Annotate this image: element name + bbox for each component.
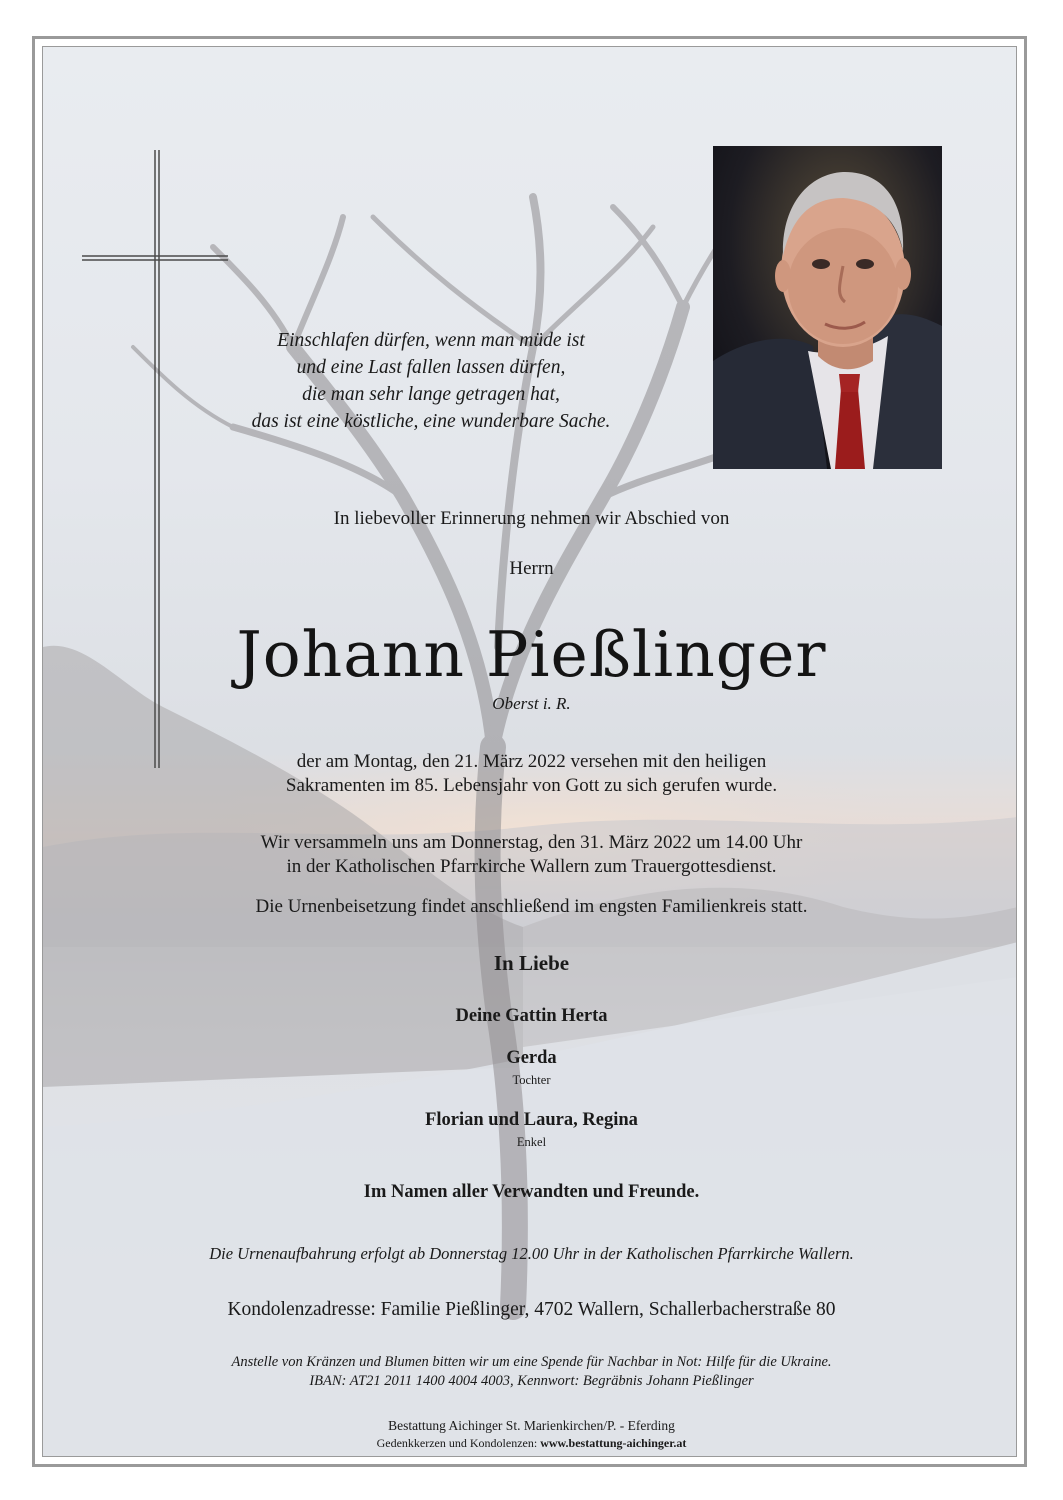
death-notice-line: der am Montag, den 21. März 2022 versehen mit den heiligen [296,751,767,772]
donation-line: Anstelle von Kränzen und Blumen bitten wir um eine Spende für Nachbar in Not: Hilfe für die Ukraine. [231,1354,832,1370]
donation-notice [0,1353,1063,1391]
death-notice [0,750,1063,798]
funeral-home: Bestattung Aichinger St. Marienkirchen/P. - Eferding [388,1418,675,1433]
funeral-notice-line: in der Katholischen Pfarrkirche Wallern zum Trauergottesdienst. [286,856,777,877]
mourner-grandchildren: Florian und Laura, Regina [425,1110,638,1130]
mourners-heading: In Liebe [493,951,570,975]
mourner-daughter: Gerda [506,1048,557,1068]
death-notice-line: Sakramenten im 85. Lebensjahr von Gott zu sich gerufen wurde. [285,775,778,796]
salutation: Herrn [509,558,554,579]
poem-line: Einschlafen dürfen, wenn man müde ist [277,330,585,351]
poem-line: die man sehr lange getragen hat, [302,384,560,405]
poem [0,327,862,435]
mourner-daughter-role: Tochter [512,1073,551,1087]
donation-line: IBAN: AT21 2011 1400 4004 4003, Kennwort: Begräbnis Johann Pießlinger [309,1373,754,1389]
poem-line: und eine Last fallen lassen dürfen, [296,357,566,378]
deceased-name: Johann Pießlinger [236,618,827,691]
mourner-wife: Deine Gattin Herta [455,1006,608,1026]
mourner-grandchildren-role: Enkel [516,1135,547,1149]
website-link[interactable]: www.bestattung-aichinger.at [540,1436,687,1450]
deceased-title: Oberst i. R. [492,694,571,713]
poem-line: das ist eine köstliche, eine wunderbare Sache. [251,411,611,432]
funeral-notice-line: Wir versammeln uns am Donnerstag, den 31. März 2022 um 14.00 Uhr [260,832,803,853]
mourner-relatives: Im Namen aller Verwandten und Freunde. [363,1182,700,1202]
online-condolence [0,1436,1063,1451]
intro-text: In liebevoller Erinnerung nehmen wir Abschied von [333,508,730,529]
condolence-address: Kondolenzadresse: Familie Pießlinger, 4702 Wallern, Schallerbacherstraße 80 [227,1299,836,1320]
funeral-notice [0,831,1063,879]
online-condolence-label: Gedenkkerzen und Kondolenzen: [376,1436,538,1450]
urn-notice: Die Urnenbeisetzung findet anschließend im engsten Familienkreis statt. [255,896,808,917]
viewing-notice: Die Urnenaufbahrung erfolgt ab Donnerstag 12.00 Uhr in der Katholischen Pfarrkirche Wallern. [209,1244,854,1263]
